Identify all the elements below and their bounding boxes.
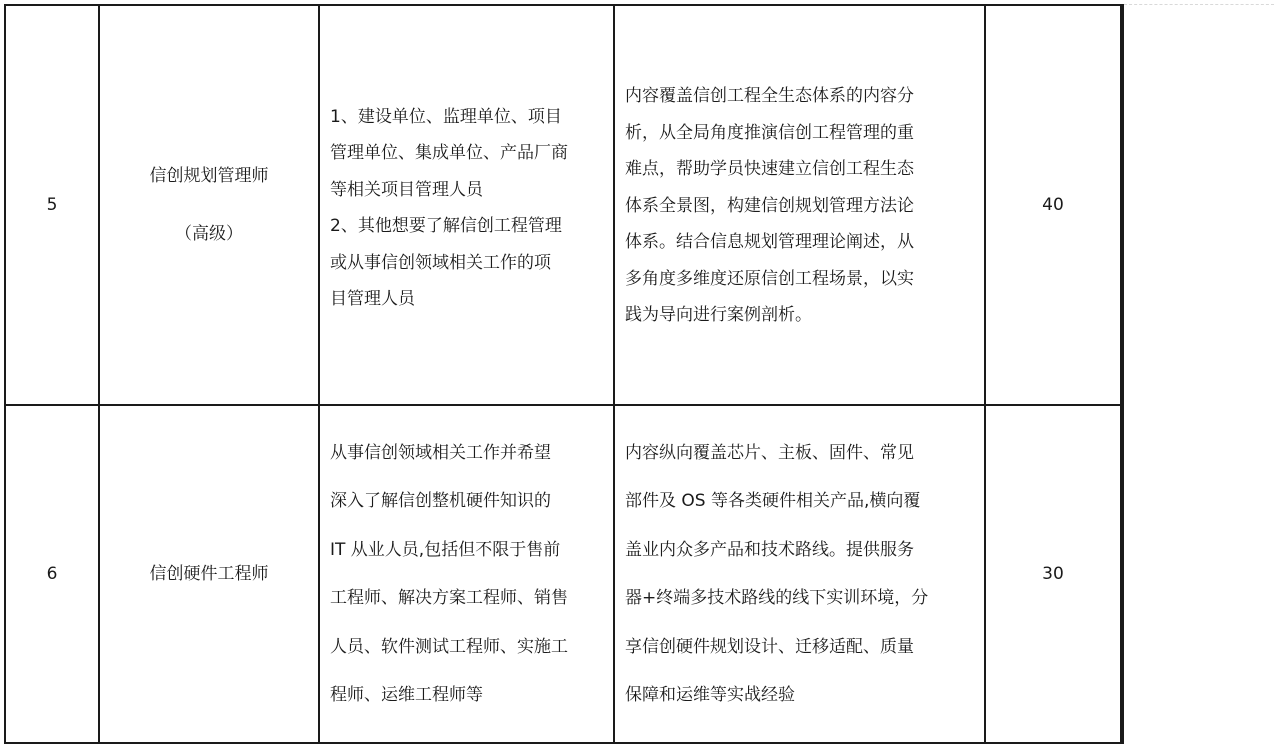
audience-line: 1、建设单位、监理单位、项目 xyxy=(330,106,562,127)
audience-line: 2、其他想要了解信创工程管理 xyxy=(330,216,562,236)
content-line: 部件及 OS 等各类硬件相关产品,横向覆 xyxy=(625,491,921,511)
course-table xyxy=(4,4,1124,744)
content-line: 体系。结合信息规划管理理论阐述，从 xyxy=(625,232,914,253)
course-content-cell xyxy=(614,405,985,743)
course-name-line: 信创硬件工程师 xyxy=(149,564,269,584)
audience-line: 深入了解信创整机硬件知识的 xyxy=(330,491,551,511)
content-line: 保障和运维等实战经验 xyxy=(625,685,795,705)
audience-line: 或从事信创领域相关工作的项 xyxy=(330,252,551,273)
target-audience-cell xyxy=(319,5,614,405)
row-index-cell: 5 xyxy=(5,5,99,405)
audience-line: 等相关项目管理人员 xyxy=(330,179,483,200)
course-name-line: 信创规划管理师 xyxy=(149,166,269,186)
target-audience-cell xyxy=(319,405,614,743)
content-line: 难点，帮助学员快速建立信创工程生态 xyxy=(625,159,914,180)
content-line: 体系全景图，构建信创规划管理方法论 xyxy=(625,195,914,216)
course-name-line: （高级） xyxy=(175,224,243,244)
content-line: 内容覆盖信创工程全生态体系的内容分 xyxy=(625,86,914,107)
audience-line: 工程师、解决方案工程师、销售 xyxy=(330,588,568,608)
audience-line: 从事信创领域相关工作并希望 xyxy=(330,442,551,463)
course-hours-cell: 40 xyxy=(985,5,1121,405)
extra-column-cell xyxy=(1121,5,1123,743)
content-line: 多角度多维度还原信创工程场景，以实 xyxy=(625,268,914,289)
content-line: 享信创硬件规划设计、迁移适配、质量 xyxy=(625,636,914,657)
audience-line: 管理单位、集成单位、产品厂商 xyxy=(330,143,568,163)
content-line: 析，从全局角度推演信创工程管理的重 xyxy=(625,122,914,143)
course-content-cell xyxy=(614,5,985,405)
content-line: 践为导向进行案例剖析。 xyxy=(625,305,812,326)
table-row xyxy=(5,5,1123,405)
content-line: 器+终端多技术路线的线下实训环境，分 xyxy=(625,588,929,608)
audience-line: 目管理人员 xyxy=(330,289,415,309)
content-line: 内容纵向覆盖芯片、主板、固件、常见 xyxy=(625,442,914,463)
course-name-cell xyxy=(99,5,319,405)
dashed-guide-line xyxy=(1124,4,1274,5)
content-line: 盖业内众多产品和技术路线。提供服务 xyxy=(625,539,914,560)
table-row xyxy=(5,405,1123,743)
audience-line: IT 从业人员,包括但不限于售前 xyxy=(330,539,561,560)
row-index-cell: 6 xyxy=(5,405,99,743)
course-name-cell xyxy=(99,405,319,743)
course-hours-cell: 30 xyxy=(985,405,1121,743)
audience-line: 程师、运维工程师等 xyxy=(330,685,483,705)
audience-line: 人员、软件测试工程师、实施工 xyxy=(330,636,568,657)
